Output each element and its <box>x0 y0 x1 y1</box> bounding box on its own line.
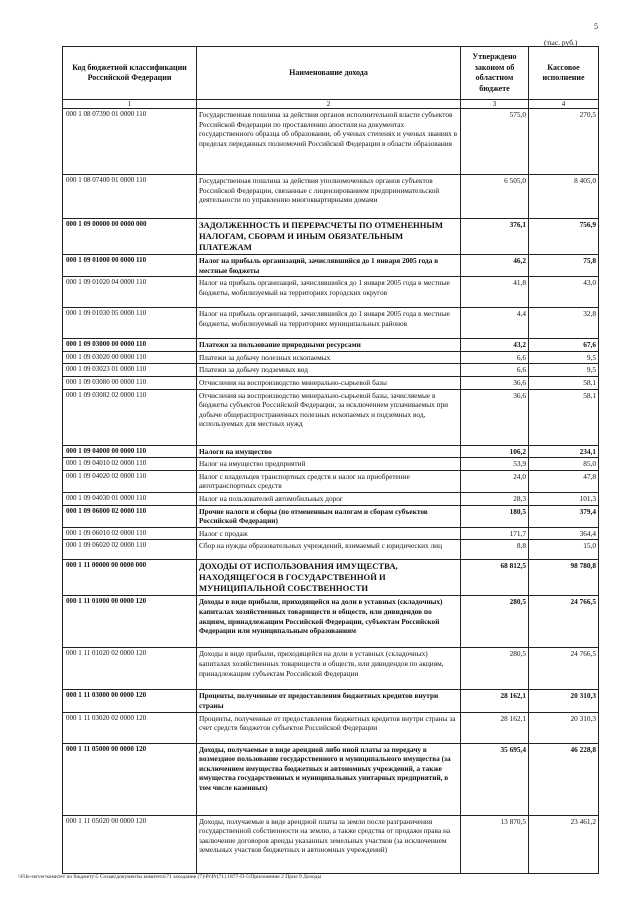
table-body <box>63 109 599 874</box>
column-number: 2 <box>197 100 461 109</box>
table-row <box>63 527 599 540</box>
actual-amount-cell: 364,4 <box>529 527 599 540</box>
revenue-name-cell: Налог на прибыль организаций, зачислявшийся до 1 января 2005 года в местные бюджеты, мобилизуемый на территориях городских округов <box>197 277 461 308</box>
budget-code-cell: 000 1 09 03020 00 0000 110 <box>63 351 197 364</box>
actual-amount-cell: 47,8 <box>529 470 599 492</box>
table-row <box>63 389 599 445</box>
budget-code-cell: 000 1 09 04010 02 0000 110 <box>63 458 197 471</box>
revenue-name-cell: Отчисления на воспроизводство минерально-сырьевой базы, зачисляемые в бюджеты субъектов Российской Федерации, за исключением уплачиваемых при добыче общераспространенных полезных ископаемых и подземных вод, используемых для местных нужд <box>197 389 461 445</box>
approved-amount-cell: 6,6 <box>461 351 529 364</box>
column-number: 3 <box>461 100 529 109</box>
revenue-name-cell: Прочие налоги и сборы (по отмененным налогам и сборам субъектов Российской Федерации) <box>197 505 461 527</box>
revenue-name-cell: Доходы, получаемые в виде арендной платы за земли после разграничения государственной собственности на землю, а также средства от продажи права на заключение договоров аренды указанных земельных участков (за исключением земельных участков бюджетных и автономных учреждений) <box>197 815 461 873</box>
budget-code-cell: 000 1 11 03000 00 0000 120 <box>63 690 197 712</box>
revenue-name-cell: Налог на прибыль организаций, зачислявшийся до 1 января 2005 года в местные бюджеты, мобилизуемый на территориях муниципальных районов <box>197 308 461 339</box>
table-row <box>63 175 599 219</box>
budget-code-cell: 000 1 09 06020 02 0000 110 <box>63 540 197 560</box>
budget-code-cell: 000 1 08 07390 01 0000 110 <box>63 109 197 175</box>
revenue-name-cell: Налог с продаж <box>197 527 461 540</box>
actual-amount-cell: 379,4 <box>529 505 599 527</box>
table-row <box>63 815 599 873</box>
revenue-name-cell: Государственная пошлина за действия уполномоченных органов субъектов Российской Федерации, связанные с лицензированием предпринимательской деятельности по управлению многоквартирными домами <box>197 175 461 219</box>
approved-amount-cell: 376,1 <box>461 219 529 255</box>
table-row <box>63 458 599 471</box>
revenue-name-cell: Отчисления на воспроизводство минерально-сырьевой базы <box>197 376 461 389</box>
actual-amount-cell: 43,0 <box>529 277 599 308</box>
approved-amount-cell: 36,6 <box>461 389 529 445</box>
table-row <box>63 596 599 648</box>
header-code: Код бюджетной классификации Российской Федерации <box>63 47 197 100</box>
approved-amount-cell: 280,5 <box>461 648 529 690</box>
approved-amount-cell: 28 162,1 <box>461 690 529 712</box>
budget-code-cell: 000 1 09 06000 02 0000 110 <box>63 505 197 527</box>
table-row <box>63 470 599 492</box>
revenue-name-cell: Налог с владельцев транспортных средств и налог на приобретение автотранспортных средств <box>197 470 461 492</box>
budget-code-cell: 000 1 11 05020 00 0000 120 <box>63 815 197 873</box>
actual-amount-cell: 9,5 <box>529 364 599 377</box>
actual-amount-cell: 46 228,8 <box>529 743 599 815</box>
revenue-name-cell: Платежи за добычу подземных вод <box>197 364 461 377</box>
actual-amount-cell: 756,9 <box>529 219 599 255</box>
revenue-name-cell: Налог на пользователей автомобильных дорог <box>197 492 461 505</box>
approved-amount-cell: 43,2 <box>461 339 529 352</box>
actual-amount-cell: 67,6 <box>529 339 599 352</box>
revenue-name-cell: Проценты, полученные от предоставления бюджетных кредитов внутри страны <box>197 690 461 712</box>
approved-amount-cell: 6,6 <box>461 364 529 377</box>
table-row <box>63 364 599 377</box>
budget-code-cell: 000 1 09 03082 02 0000 110 <box>63 389 197 445</box>
approved-amount-cell: 4,4 <box>461 308 529 339</box>
approved-amount-cell: 6 505,0 <box>461 175 529 219</box>
column-number-row <box>63 100 599 109</box>
approved-amount-cell: 8,8 <box>461 540 529 560</box>
table-row <box>63 743 599 815</box>
header-approved: Утверждено законом об областном бюджете <box>461 47 529 100</box>
table-row <box>63 712 599 743</box>
budget-code-cell: 000 1 09 01000 00 0000 110 <box>63 255 197 277</box>
approved-amount-cell: 28 162,1 <box>461 712 529 743</box>
header-actual: Кассовое исполнение <box>529 47 599 100</box>
approved-amount-cell: 171,7 <box>461 527 529 540</box>
actual-amount-cell: 234,1 <box>529 445 599 458</box>
table-row <box>63 560 599 596</box>
table-row <box>63 376 599 389</box>
revenue-name-cell: Налоги на имущество <box>197 445 461 458</box>
approved-amount-cell: 280,5 <box>461 596 529 648</box>
revenue-name-cell: ДОХОДЫ ОТ ИСПОЛЬЗОВАНИЯ ИМУЩЕСТВА, НАХОДЯЩЕГОСЯ В ГОСУДАРСТВЕННОЙ И МУНИЦИПАЛЬНОЙ СОБСТВЕННОСТИ <box>197 560 461 596</box>
approved-amount-cell: 180,5 <box>461 505 529 527</box>
budget-code-cell: 000 1 09 04030 01 0000 110 <box>63 492 197 505</box>
approved-amount-cell: 13 870,5 <box>461 815 529 873</box>
approved-amount-cell: 46,2 <box>461 255 529 277</box>
table-row <box>63 505 599 527</box>
header-name: Наименование дохода <box>197 47 461 100</box>
budget-code-cell: 000 1 09 06010 02 0000 110 <box>63 527 197 540</box>
actual-amount-cell: 20 310,3 <box>529 690 599 712</box>
actual-amount-cell: 58,1 <box>529 389 599 445</box>
table-row <box>63 339 599 352</box>
approved-amount-cell: 36,6 <box>461 376 529 389</box>
actual-amount-cell: 8 405,0 <box>529 175 599 219</box>
actual-amount-cell: 32,8 <box>529 308 599 339</box>
revenue-name-cell: Проценты, полученные от предоставления бюджетных кредитов внутри страны за счет средств бюджетов субъектов Российской Федерации <box>197 712 461 743</box>
budget-code-cell: 000 1 11 03020 02 0000 120 <box>63 712 197 743</box>
actual-amount-cell: 15,0 <box>529 540 599 560</box>
revenue-name-cell: Налог на прибыль организаций, зачислявшийся до 1 января 2005 года в местные бюджеты <box>197 255 461 277</box>
file-path-footer: \\File-server\комитет по бюджету\5 Созыв\документы комитета\71 заседание (7)\Pr\Pr(71) 1877-П-5\Приложение 2 Прил 9 Доходы <box>18 874 322 880</box>
unit-label: (тыс. руб.) <box>544 38 578 47</box>
revenue-name-cell: ЗАДОЛЖЕННОСТЬ И ПЕРЕРАСЧЕТЫ ПО ОТМЕНЕННЫМ НАЛОГАМ, СБОРАМ И ИНЫМ ОБЯЗАТЕЛЬНЫМ ПЛАТЕЖАМ <box>197 219 461 255</box>
approved-amount-cell: 28,3 <box>461 492 529 505</box>
budget-code-cell: 000 1 09 03023 01 0000 110 <box>63 364 197 377</box>
actual-amount-cell: 98 780,8 <box>529 560 599 596</box>
revenue-name-cell: Доходы в виде прибыли, приходящейся на доли в уставных (складочных) капиталах хозяйственных товариществ и обществ, или дивидендов по акциям, принадлежащим субъектам Российской Федерации <box>197 648 461 690</box>
header-row <box>63 47 599 100</box>
table-row <box>63 445 599 458</box>
budget-code-cell: 000 1 09 01020 04 0000 110 <box>63 277 197 308</box>
column-number: 4 <box>529 100 599 109</box>
actual-amount-cell: 85,0 <box>529 458 599 471</box>
actual-amount-cell: 101,3 <box>529 492 599 505</box>
table-row <box>63 351 599 364</box>
table-row <box>63 690 599 712</box>
approved-amount-cell: 53,9 <box>461 458 529 471</box>
approved-amount-cell: 35 695,4 <box>461 743 529 815</box>
approved-amount-cell: 41,8 <box>461 277 529 308</box>
column-number: 1 <box>63 100 197 109</box>
table-row <box>63 109 599 175</box>
budget-code-cell: 000 1 09 03080 00 0000 110 <box>63 376 197 389</box>
page-number: 5 <box>594 22 598 31</box>
revenue-name-cell: Сбор на нужды образовательных учреждений, взимаемый с юридических лиц <box>197 540 461 560</box>
revenue-name-cell: Государственная пошлина за действия органов исполнительной власти субъектов Российской Федерации по проставлению апостиля на документах государственного образца об образовании, об ученых степенях и ученых званиях в пределах переданных полномочий Российской Федерации в области образования <box>197 109 461 175</box>
revenue-name-cell: Налог на имущество предприятий <box>197 458 461 471</box>
approved-amount-cell: 24,0 <box>461 470 529 492</box>
actual-amount-cell: 24 766,5 <box>529 648 599 690</box>
revenue-name-cell: Платежи за пользование природными ресурсами <box>197 339 461 352</box>
approved-amount-cell: 68 812,5 <box>461 560 529 596</box>
budget-code-cell: 000 1 09 03000 00 0000 110 <box>63 339 197 352</box>
budget-code-cell: 000 1 11 00000 00 0000 000 <box>63 560 197 596</box>
revenue-name-cell: Доходы, получаемые в виде арендной либо иной платы за передачу в возмездное пользование государственного и муниципального имущества (за исключением имущества бюджетных и автономных учреждений, а также имущества государственных и муниципальных унитарных предприятий, в том числе казенных) <box>197 743 461 815</box>
budget-code-cell: 000 1 11 05000 00 0000 120 <box>63 743 197 815</box>
budget-code-cell: 000 1 09 00000 00 0000 000 <box>63 219 197 255</box>
actual-amount-cell: 75,8 <box>529 255 599 277</box>
table-row <box>63 492 599 505</box>
table-row <box>63 255 599 277</box>
actual-amount-cell: 58,1 <box>529 376 599 389</box>
actual-amount-cell: 9,5 <box>529 351 599 364</box>
budget-code-cell: 000 1 09 04020 02 0000 110 <box>63 470 197 492</box>
actual-amount-cell: 23 461,2 <box>529 815 599 873</box>
revenue-name-cell: Платежи за добычу полезных ископаемых <box>197 351 461 364</box>
table-row <box>63 277 599 308</box>
actual-amount-cell: 270,5 <box>529 109 599 175</box>
actual-amount-cell: 20 310,3 <box>529 712 599 743</box>
table-row <box>63 219 599 255</box>
approved-amount-cell: 106,2 <box>461 445 529 458</box>
table-row <box>63 308 599 339</box>
budget-code-cell: 000 1 08 07400 01 0000 110 <box>63 175 197 219</box>
budget-code-cell: 000 1 09 01030 05 0000 110 <box>63 308 197 339</box>
budget-code-cell: 000 1 11 01020 02 0000 120 <box>63 648 197 690</box>
revenue-name-cell: Доходы в виде прибыли, приходящейся на доли в уставных (складочных) капиталах хозяйственных товариществ и обществ, или дивидендов по акциям, принадлежащим Российской Федерации, субъектам Российской Федерации или муниципальным образованиям <box>197 596 461 648</box>
actual-amount-cell: 24 766,5 <box>529 596 599 648</box>
approved-amount-cell: 575,0 <box>461 109 529 175</box>
table-row <box>63 648 599 690</box>
table-row <box>63 540 599 560</box>
budget-code-cell: 000 1 09 04000 00 0000 110 <box>63 445 197 458</box>
revenue-table <box>62 46 599 874</box>
budget-code-cell: 000 1 11 01000 00 0000 120 <box>63 596 197 648</box>
